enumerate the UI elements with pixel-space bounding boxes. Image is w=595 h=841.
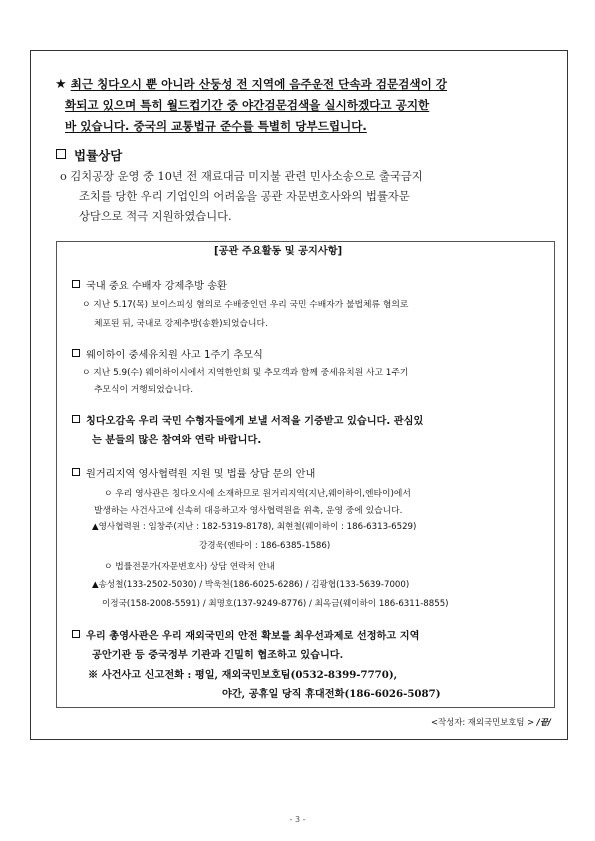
item4-line-2: 발생하는 사건사고에 신속히 대응하고자 영사협력원을 위촉, 운영 중에 있습니다.	[94, 506, 403, 516]
end-mark: /끝/	[536, 717, 551, 727]
star-icon: ★	[55, 77, 67, 92]
item3-line-2: 는 분들의 많은 참여와 연락 바랍니다.	[92, 435, 262, 446]
checkbox-bullet-icon	[72, 630, 80, 638]
legal-paragraph	[60, 167, 550, 227]
item-books-donation	[72, 412, 423, 427]
page-number: - 3 -	[289, 815, 306, 824]
notice-paragraph	[55, 74, 555, 137]
legal-line-3: 상담으로 적극 지원하였습니다.	[79, 210, 232, 223]
section-title-text: 법률상담	[74, 148, 123, 163]
item5-line-1: 우리 총영사관은 우리 재외국민의 안전 확보를 최우선과제로 선정하고 지역	[86, 630, 420, 642]
notice-line-2: 화되고 있으며 특히 월드컵기간 중 야간검문검색을 실시하겠다고 공지한	[65, 98, 430, 112]
item1-line-1: ㅇ 지난 5.17(목) 보이스피싱 혐의로 수배중인던 우리 국민 수배자가 불법체류 혐의로	[82, 300, 409, 310]
item4-consular-partners: ▲영사협력원 : 임창주(지난 : 182-5319-8178), 최현철(웨이하이 : 186-6313-6529)	[92, 522, 417, 532]
item-heading-text: 원거리지역 영사협력원 지원 및 법률 상담 문의 안내	[86, 469, 316, 480]
item-safety-statement	[72, 627, 419, 642]
author-text: <작성자: 재외국민보호팀 >	[431, 717, 537, 727]
item4-line-1: ㅇ 우리 영사관은 칭다오시에 소재하므로 원거리지역(지난,웨이하이,엔타이)에서	[104, 489, 411, 499]
notice-line-1: 최근 칭다오시 뿐 아니라 산둥성 전 지역에 음주운전 단속과 검문검색이 강	[70, 77, 448, 91]
box-title: [공관 주요활동 및 공지사항]	[214, 246, 343, 257]
legal-line-1: o 김치공장 운영 중 10년 전 재료대금 미지불 관련 민사소송으로 출국금지	[60, 170, 423, 183]
legal-line-2: 조치를 당한 우리 기업인의 어려움을 공관 자문변호사와의 법률자문	[79, 190, 410, 203]
item5-line-2: 공안기관 등 중국정부 기관과 긴밀히 협조하고 있습니다.	[92, 649, 344, 661]
item4-consular-partner-yantai: 강경욱(엔타이 : 186-6385-1586)	[199, 541, 331, 551]
item1-line-2: 체포된 뒤, 국내로 강제추방(송환)되었습니다.	[94, 319, 268, 329]
checkbox-bullet-icon	[72, 468, 80, 476]
item5-emergency-phone-weekday: ※ 사건사고 신고전화 : 평일, 재외국민보호팀(0532-8399-7770),	[88, 669, 398, 681]
square-bullet-icon	[56, 149, 66, 159]
item5-emergency-phone-night: 야간, 공휴일 당직 휴대전화(186-6026-5087)	[222, 688, 441, 700]
item-heading-memorial	[72, 346, 263, 361]
item-heading-text: 웨이하이 중세유치원 사고 1주기 추모식	[86, 350, 263, 361]
item4-lawyers-1: ▲송성철(133-2502-5030) / 박욱천(186-6025-6286) / 김광협(133-5639-7000)	[92, 580, 410, 590]
item4-lawyers-2: 이정국(158-2008-5591) / 최명호(137-9249-8776) / 최옥금(웨이하이 186-6311-8855)	[102, 599, 449, 609]
checkbox-bullet-icon	[72, 280, 80, 288]
item2-line-2: 추모식이 거행되었습니다.	[94, 385, 194, 395]
item-heading-deportation	[72, 277, 227, 292]
section-title-legal	[56, 146, 122, 164]
item4-line-5: ㅇ 법률전문가(자문변호사) 상담 연락처 안내	[104, 562, 276, 572]
item-heading-remote-support	[72, 465, 315, 480]
checkbox-bullet-icon	[72, 415, 80, 423]
item2-line-1: ㅇ 지난 5.9(수) 웨이하이시에서 지역한인회 및 추모객과 함께 중세유치원 사고 1주기	[82, 368, 409, 378]
item3-line-1: 칭다오감옥 우리 국민 수형자들에게 보낼 서적을 기증받고 있습니다. 관심있	[86, 416, 424, 427]
checkbox-bullet-icon	[72, 349, 80, 357]
notice-line-3: 바 있습니다. 중국의 교통법규 준수를 특별히 당부드립니다.	[65, 119, 367, 133]
author-note	[431, 716, 551, 728]
item-heading-text: 국내 중요 수배자 강제추방 송환	[86, 281, 227, 292]
